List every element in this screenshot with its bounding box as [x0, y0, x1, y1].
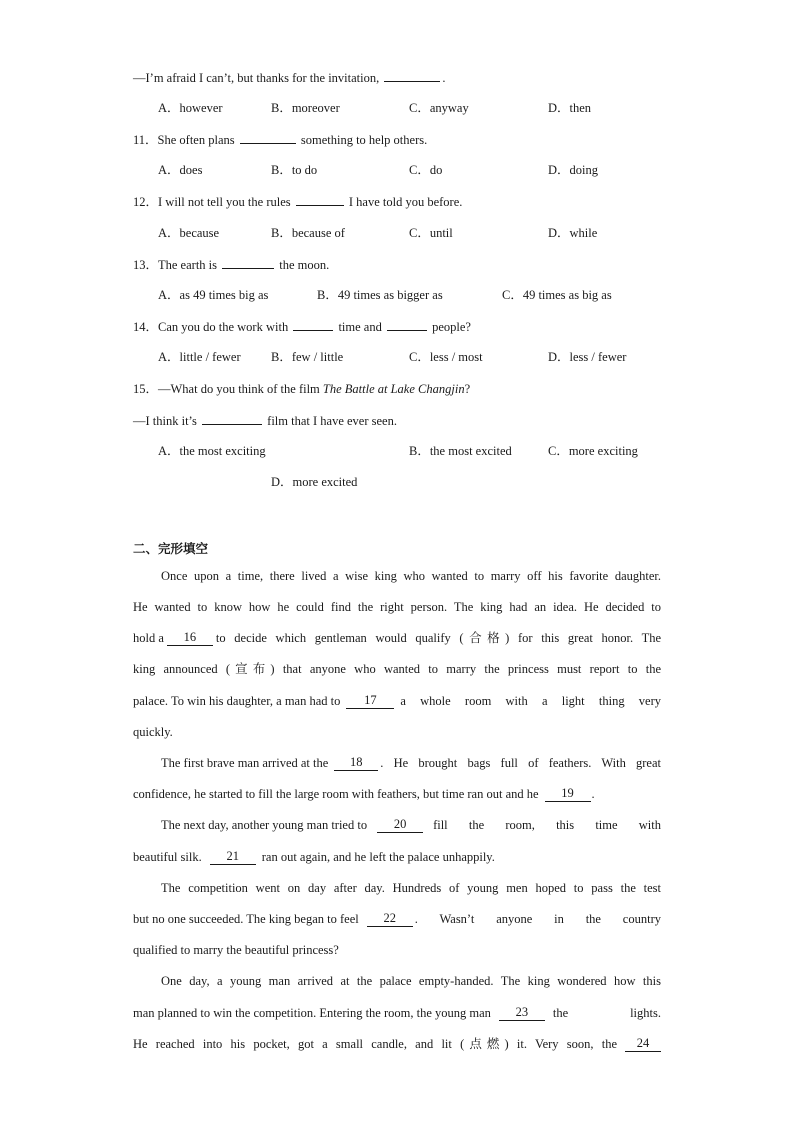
question-15-stem	[133, 381, 470, 397]
passage-text: confidence, he started to fill the large room with feathers, but time ran out and he	[133, 787, 539, 801]
passage-line: king announced (宣布) that anyone who wanted to marry the princess must report to the	[133, 662, 661, 676]
cloze-blank-19[interactable]: 19	[545, 786, 591, 802]
passage-text: palace. To win his daughter, a man had to	[133, 694, 341, 708]
question-14-stem	[133, 318, 471, 335]
stem-text: 14．Can you do the work with	[133, 320, 289, 334]
answer-blank[interactable]	[296, 193, 344, 206]
answer-blank[interactable]	[222, 256, 274, 269]
stem-text: 12．I will not tell you the rules	[133, 195, 291, 209]
stem-text: —I think it’s	[133, 414, 197, 428]
passage-line: Once upon a time, there lived a wise king who wanted to marry off his favorite daughter.	[161, 569, 661, 583]
passage-line	[133, 1036, 661, 1052]
passage-line	[133, 911, 661, 927]
passage-line: He wanted to know how he could find the right person. The king had an idea. He decided to	[133, 600, 661, 614]
answer-blank[interactable]	[384, 69, 440, 82]
option-c[interactable]: C．49 times as big as	[502, 288, 612, 302]
stem-text: 13．The earth is	[133, 258, 218, 272]
passage-text: The first brave man arrived at the	[161, 756, 329, 770]
option-a[interactable]: A．little / fewer	[158, 350, 241, 364]
question-12-stem	[133, 193, 462, 210]
stem-text: ?	[464, 382, 471, 396]
option-c[interactable]: C．until	[409, 226, 453, 240]
passage-text: man planned to win the competition. Entering the room, the young man	[133, 1006, 491, 1020]
passage-text: a whole room with a light thing very	[400, 694, 661, 708]
passage-text: . Wasn’t anyone in the country	[414, 912, 661, 926]
option-b[interactable]: B．moreover	[271, 101, 340, 115]
passage-text: fill the room, this time with	[433, 818, 661, 832]
option-a[interactable]: A．as 49 times big as	[158, 288, 269, 302]
passage-text: beautiful silk.	[133, 850, 202, 864]
passage-line	[133, 786, 661, 802]
stem-text: people?	[432, 320, 471, 334]
passage-line: qualified to marry the beautiful princess?	[133, 943, 339, 957]
answer-blank[interactable]	[202, 412, 262, 425]
option-b[interactable]: B．few / little	[271, 350, 344, 364]
option-b[interactable]: B．49 times as bigger as	[317, 288, 443, 302]
passage-text: hold a	[133, 631, 164, 645]
answer-blank[interactable]	[387, 318, 427, 331]
passage-line: quickly.	[133, 725, 173, 739]
section-heading: 二、完形填空	[133, 541, 209, 556]
passage-text: He reached into his pocket, got a small candle, and lit (点燃) it. Very soon, the	[133, 1037, 617, 1051]
passage-line	[133, 693, 661, 709]
passage-text: The next day, another young man tried to	[161, 818, 368, 832]
option-d[interactable]: D．then	[548, 101, 592, 115]
passage-text: .	[591, 787, 595, 801]
cloze-blank-22[interactable]: 22	[367, 911, 413, 927]
answer-blank[interactable]	[240, 131, 296, 144]
option-c[interactable]: C．do	[409, 163, 443, 177]
question-15-answer-line	[133, 412, 397, 429]
option-b[interactable]: B．because of	[271, 226, 345, 240]
option-c[interactable]: C．more exciting	[548, 444, 638, 458]
option-a[interactable]: A．however	[158, 101, 223, 115]
passage-line	[133, 1005, 661, 1021]
stem-text: something to help others.	[300, 133, 428, 147]
passage-text: . He brought bags full of feathers. With great	[380, 756, 661, 770]
option-b[interactable]: B．the most excited	[409, 444, 512, 458]
passage-text: ran out again, and he left the palace unhappily.	[261, 850, 495, 864]
option-d[interactable]: D．while	[548, 226, 598, 240]
option-c[interactable]: C．less / most	[409, 350, 483, 364]
stem-text: the moon.	[279, 258, 330, 272]
passage-text: to decide which gentleman would qualify (合格) for this great honor. The	[215, 631, 661, 645]
answer-blank[interactable]	[293, 318, 333, 331]
stem-text: .	[442, 71, 446, 85]
stem-text: I have told you before.	[348, 195, 463, 209]
stem-text: 11．She often plans	[133, 133, 235, 147]
passage-text: the lights.	[552, 1006, 661, 1020]
passage-line	[133, 630, 661, 646]
option-a[interactable]: A．because	[158, 226, 220, 240]
cloze-blank-16[interactable]: 16	[167, 630, 213, 646]
cloze-blank-20[interactable]: 20	[377, 817, 423, 833]
film-title: The Battle at Lake Changjin	[322, 382, 465, 396]
question-11-stem	[133, 131, 427, 148]
passage-line	[133, 849, 495, 865]
passage-line: The competition went on day after day. Hundreds of young men hoped to pass the test	[161, 881, 661, 895]
passage-line	[161, 755, 661, 771]
cloze-blank-21[interactable]: 21	[210, 849, 256, 865]
question-10-stem	[133, 69, 445, 86]
stem-text: time and	[338, 320, 382, 334]
cloze-blank-18[interactable]: 18	[334, 755, 378, 771]
option-a[interactable]: A．does	[158, 163, 203, 177]
option-a[interactable]: A．the most exciting	[158, 444, 266, 458]
question-13-stem	[133, 256, 329, 273]
stem-text: —I’m afraid I can’t, but thanks for the invitation,	[133, 71, 380, 85]
option-b[interactable]: B．to do	[271, 163, 318, 177]
cloze-blank-17[interactable]: 17	[346, 693, 394, 709]
stem-text: film that I have ever seen.	[267, 414, 397, 428]
option-d[interactable]: D．more excited	[271, 475, 358, 489]
option-d[interactable]: D．less / fewer	[548, 350, 627, 364]
option-c[interactable]: C．anyway	[409, 101, 469, 115]
passage-line: One day, a young man arrived at the palace empty-handed. The king wondered how this	[161, 974, 661, 988]
cloze-blank-23[interactable]: 23	[499, 1005, 545, 1021]
stem-text: 15．—What do you think of the film	[133, 382, 320, 396]
passage-text: but no one succeeded. The king began to feel	[133, 912, 359, 926]
passage-line	[161, 817, 661, 833]
option-d[interactable]: D．doing	[548, 163, 599, 177]
cloze-blank-24[interactable]: 24	[625, 1036, 661, 1052]
